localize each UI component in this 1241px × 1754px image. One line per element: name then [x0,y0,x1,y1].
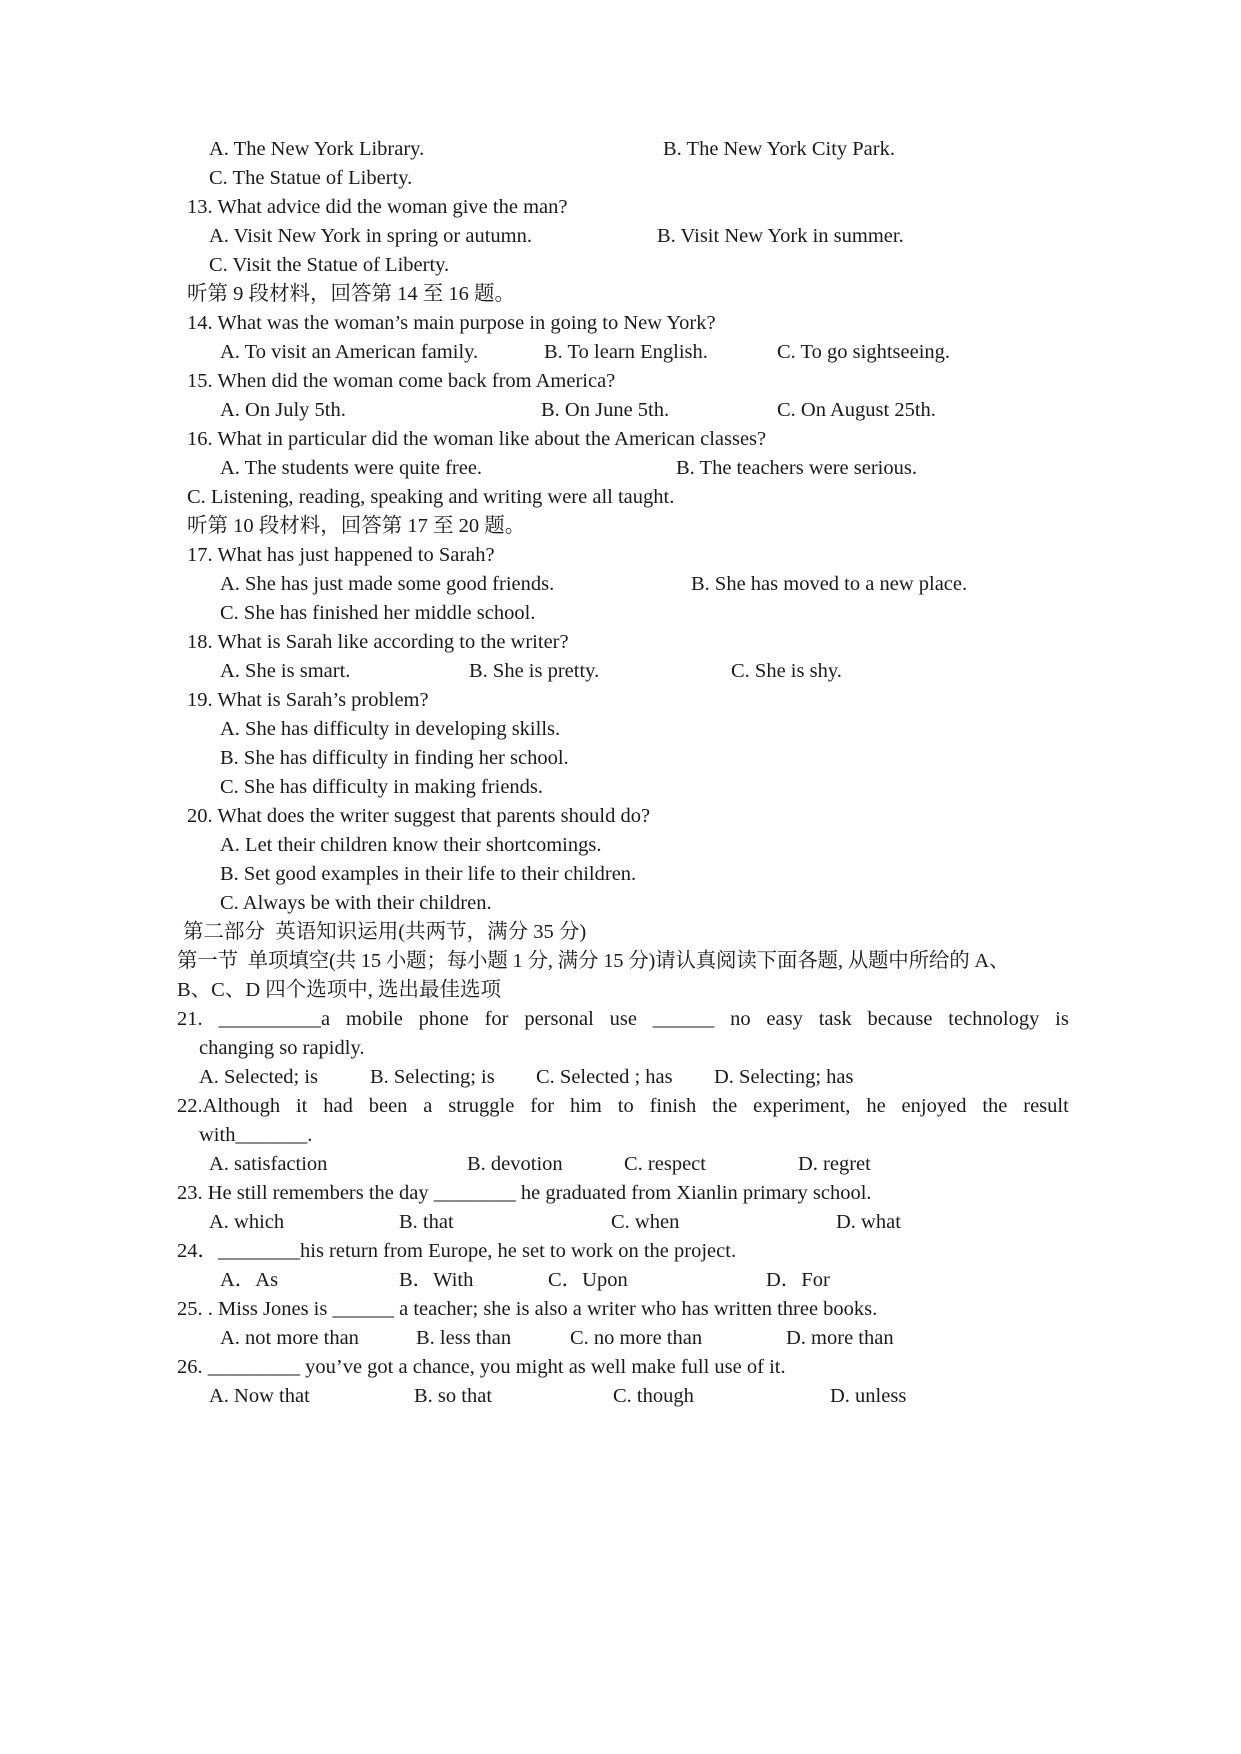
q15-option-b: B. On June 5th. [541,399,670,421]
q17-option-c: C. She has finished her middle school. [220,602,536,624]
q20-option-c: C. Always be with their children. [220,892,492,914]
q22-option-b: B. devotion [467,1153,563,1175]
part-2-section-1-instructions-line-2: B、C、D 四个选项中, 选出最佳选项 [177,979,502,1001]
q23-option-d: D. what [836,1211,901,1233]
stem-word: him [569,1095,602,1117]
q14-option-b: B. To learn English. [544,341,708,363]
stem-word: he [866,1095,886,1117]
q22-stem [177,1092,1069,1120]
q18-option-a: A. She is smart. [220,660,351,682]
q26-stem: 26. _________ you’ve got a chance, you might as well make full use of it. [177,1356,786,1378]
q20-option-a: A. Let their children know their shortcomings. [220,834,602,856]
q26-option-c: C. though [613,1385,694,1407]
stem-word: the [982,1095,1008,1117]
q13-option-c: C. Visit the Statue of Liberty. [209,254,450,276]
q24-option-a: A．As [220,1269,279,1291]
stem-word: is [1055,1008,1069,1030]
q25-stem: 25. . Miss Jones is ______ a teacher; she is also a writer who has written three books. [177,1298,878,1320]
stem-word: __________a [218,1008,331,1030]
q21-option-c: C. Selected ; has [536,1066,673,1088]
stem-word: 21. [177,1008,203,1030]
section-9-heading: 听第 9 段材料，回答第 14 至 16 题。 [187,283,515,305]
stem-word: ______ [652,1008,715,1030]
q15-option-c: C. On August 25th. [777,399,936,421]
q19-option-b: B. She has difficulty in finding her school. [220,747,569,769]
section-10-heading: 听第 10 段材料，回答第 17 至 20 题。 [187,515,526,537]
q17-option-a: A. She has just made some good friends. [220,573,555,595]
q12-option-b: B. The New York City Park. [663,138,895,160]
stem-word: for [530,1095,555,1117]
q18-stem: 18. What is Sarah like according to the writer? [187,631,569,653]
q16-option-a: A. The students were quite free. [220,457,483,479]
q21-option-b: B. Selecting; is [370,1066,495,1088]
q20-stem: 20. What does the writer suggest that parents should do? [187,805,651,827]
q16-option-b: B. The teachers were serious. [676,457,917,479]
stem-word: because [867,1008,933,1030]
stem-word: easy [766,1008,803,1030]
q18-option-b: B. She is pretty. [469,660,600,682]
q25-option-d: D. more than [786,1327,894,1349]
q16-stem: 16. What in particular did the woman like about the American classes? [187,428,767,450]
q18-option-c: C. She is shy. [731,660,842,682]
q23-stem: 23. He still remembers the day ________ he graduated from Xianlin primary school. [177,1182,872,1204]
q21-stem [177,1005,1069,1033]
q24-option-c: C．Upon [548,1269,628,1291]
q26-option-b: B. so that [414,1385,493,1407]
q17-stem: 17. What has just happened to Sarah? [187,544,495,566]
stem-word: technology [948,1008,1040,1030]
stem-word: phone [418,1008,469,1030]
part-2-section-1-instructions-line-1: 第一节 单项填空(共 15 小题；每小题 1 分, 满分 15 分)请认真阅读下面各题, 从题中所给的 A、 [177,950,1010,972]
stem-word: personal [524,1008,594,1030]
part-2-title: 第二部分 英语知识运用(共两节，满分 35 分) [183,921,587,943]
q21-option-d: D. Selecting; has [714,1066,854,1088]
stem-word: task [818,1008,852,1030]
stem-word: finish [649,1095,697,1117]
stem-word: to [617,1095,634,1117]
stem-word: enjoyed [901,1095,967,1117]
stem-word: a [423,1095,433,1117]
q19-option-c: C. She has difficulty in making friends. [220,776,544,798]
q21-stem-continuation: changing so rapidly. [199,1037,365,1059]
q22-option-c: C. respect [624,1153,706,1175]
stem-word: struggle [448,1095,515,1117]
q24-stem: 24．________his return from Europe, he set to work on the project. [177,1240,737,1262]
stem-word: it [295,1095,308,1117]
q14-stem: 14. What was the woman’s main purpose in going to New York? [187,312,716,334]
q14-option-a: A. To visit an American family. [220,341,479,363]
stem-word: had [323,1095,353,1117]
q13-stem: 13. What advice did the woman give the man? [187,196,568,218]
q20-option-b: B. Set good examples in their life to their children. [220,863,637,885]
q25-option-b: B. less than [416,1327,512,1349]
q24-option-b: B．With [399,1269,474,1291]
q23-option-a: A. which [209,1211,285,1233]
stem-word: experiment, [753,1095,851,1117]
q13-option-b: B. Visit New York in summer. [657,225,904,247]
q22-option-d: D. regret [798,1153,871,1175]
q15-stem: 15. When did the woman come back from America? [187,370,616,392]
q24-option-d: D．For [766,1269,830,1291]
q14-option-c: C. To go sightseeing. [777,341,951,363]
stem-word: mobile [345,1008,403,1030]
stem-word: the [712,1095,738,1117]
stem-word: result [1023,1095,1069,1117]
q16-option-c: C. Listening, reading, speaking and writing were all taught. [187,486,675,508]
stem-word: 22.Although [177,1095,281,1117]
q19-stem: 19. What is Sarah’s problem? [187,689,429,711]
q25-option-c: C. no more than [570,1327,703,1349]
stem-word: for [484,1008,509,1030]
q26-option-a: A. Now that [209,1385,310,1407]
q23-option-b: B. that [399,1211,454,1233]
q22-stem-continuation: with_______. [199,1124,313,1146]
stem-word: been [368,1095,408,1117]
q25-option-a: A. not more than [220,1327,359,1349]
stem-word: use [609,1008,637,1030]
q15-option-a: A. On July 5th. [220,399,346,421]
q17-option-b: B. She has moved to a new place. [691,573,968,595]
q12-option-a: A. The New York Library. [209,138,425,160]
q22-option-a: A. satisfaction [209,1153,328,1175]
stem-word: no [730,1008,751,1030]
q26-option-d: D. unless [830,1385,907,1407]
q13-option-a: A. Visit New York in spring or autumn. [209,225,532,247]
q21-option-a: A. Selected; is [199,1066,318,1088]
q19-option-a: A. She has difficulty in developing skills. [220,718,561,740]
q12-option-c: C. The Statue of Liberty. [209,167,413,189]
q23-option-c: C. when [611,1211,680,1233]
